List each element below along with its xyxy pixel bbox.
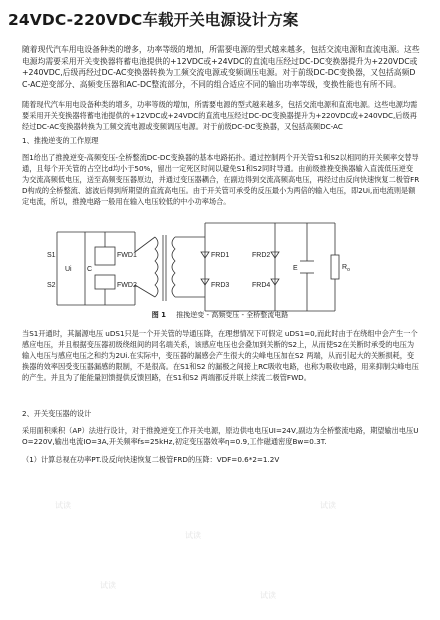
figure-caption	[0, 310, 440, 320]
switch-analysis-paragraph: 当S1开通时，其漏源电压 uDS1只是一个开关管的导通压降，在理想情况下可假定 uDS1=0,而此时由于在绕组中会产生一个感应电压，并且根据变压器初级绕组间的同名端关系，该感应电压也会叠加到关断的S2上，从而使S2在关断时承受的电压为输入电压与感应电压之和约为2Ui.在实际中，变压器的漏感会产生很大的尖峰电压加在S2 两端，从而引起大的关断损耗，变换器的效率因受变压器漏感的限制，不是很高。在S1和S2 的漏极之间接上RC吸收电路，也称为吸收电路，用来抑制尖峰电压的产生。并且为了能能量回馈提供反馈回路，在S1和S2 两端都反并联上续流二极管FWD。	[22, 329, 419, 382]
label-frd4: FRD4	[252, 282, 271, 289]
label-frd2: FRD2	[252, 252, 271, 259]
label-r	[342, 264, 350, 273]
intro-paragraph: 随着现代汽车用电设备种类的增多，功率等级的增加，所需要电源的型式越来越多，包括交流电源和直流电源。这些电源均需要采用开关变换器将蓄电池提供的+12VDC或+24VDC的直流电压经过DC-DC变换器提升为+220VDC或+240VDC,后级再经过DC-AC变换器转换为工频交流电源或变频调压电源。对于前级DC-DC变换器，又包括高频DC-AC逆变部分、高频变压器和AC-DC整流部分，不同的组合适应不同的输出功率等级，变换性能也有所不同。	[22, 45, 420, 89]
label-frd1: FRD1	[211, 252, 230, 259]
label-r-sub: o	[347, 267, 350, 273]
circuit-diagram	[45, 217, 395, 317]
label-c: C	[87, 266, 93, 273]
label-s1: S1	[47, 252, 56, 259]
transformer-design-paragraph: 采用面积乘积（AP）法进行设计，对于推挽逆变工作开关电源，原边供电电压UI=24V,副边为全桥整流电路，期望输出电压UO=220V,输出电流IO=3A,开关频率fs=25kHz,初定变压器效率η=0.9,工作磁通密度Bw=0.3T.	[22, 426, 419, 446]
label-frd3: FRD3	[211, 282, 230, 289]
label-e: E	[293, 265, 298, 272]
watermark: 试读	[185, 531, 201, 540]
apparent-power-step: （1）计算总视在功率PT.设反向快速恢复二极管FRD的压降：VDF=0.6*2=1.2V	[22, 455, 280, 464]
intro-paragraph-repeat: 随着现代汽车用电设备种类的增多，功率等级的增加，所需要电源的型式越来越多，包括交流电源和直流电源。这些电源均需要采用开关变换器将蓄电池提供的+12VDC或+24VDC的直流电压经过DC-DC变换器提升为+220VDC或+240VDC,后级再经过DC-AC变换器转换为工频交流电源或变频调压电源。对于前级DC-DC变换器，又包括高频DC-AC	[22, 100, 418, 131]
label-fwd2: FWD2	[117, 282, 137, 289]
figure-caption-text: 推挽逆变 - 高频变压 - 全桥整流电路	[176, 311, 289, 319]
section-heading-transformer: 2、开关变压器的设计	[22, 409, 92, 418]
figure-number: 图 1	[151, 311, 167, 319]
watermark: 试读	[320, 501, 336, 510]
section-heading-push-pull: 1、推挽逆变的工作原理	[22, 136, 99, 145]
label-ui: Ui	[65, 266, 72, 273]
watermark: 试读	[55, 501, 71, 510]
watermark: 试读	[100, 581, 116, 590]
label-r-main: R	[342, 264, 348, 271]
label-fwd1: FWD1	[117, 252, 137, 259]
document-title: 24VDC-220VDC车载开关电源设计方案	[8, 11, 299, 29]
label-s2: S2	[47, 282, 56, 289]
push-pull-paragraph: 图1给出了推挽逆变-高频变压-全桥整流DC-DC变换器的基本电路拓扑。通过控制两个开关管S1和S2以相同的开关频率交替导通，且每个开关管的占空比d均小于50%，留出一定死区时间以避免S1和S2同时导通。由前级推挽变换器输入直流低压逆变为交流高频低电压，送至高频变压器原边，并通过变压器耦合，在副边得到交流高频高电压，再经过由反向快速恢复二极管FRD构成的全桥整流、滤波后得到所期望的直流高电压。由于开关管可承受的反压最小为两倍的输入电压，即2Ui,而电流则是额定电流，所以，推挽电路一般用在输入电压较低的中小功率场合。	[22, 153, 420, 206]
watermark: 试读	[260, 591, 276, 600]
